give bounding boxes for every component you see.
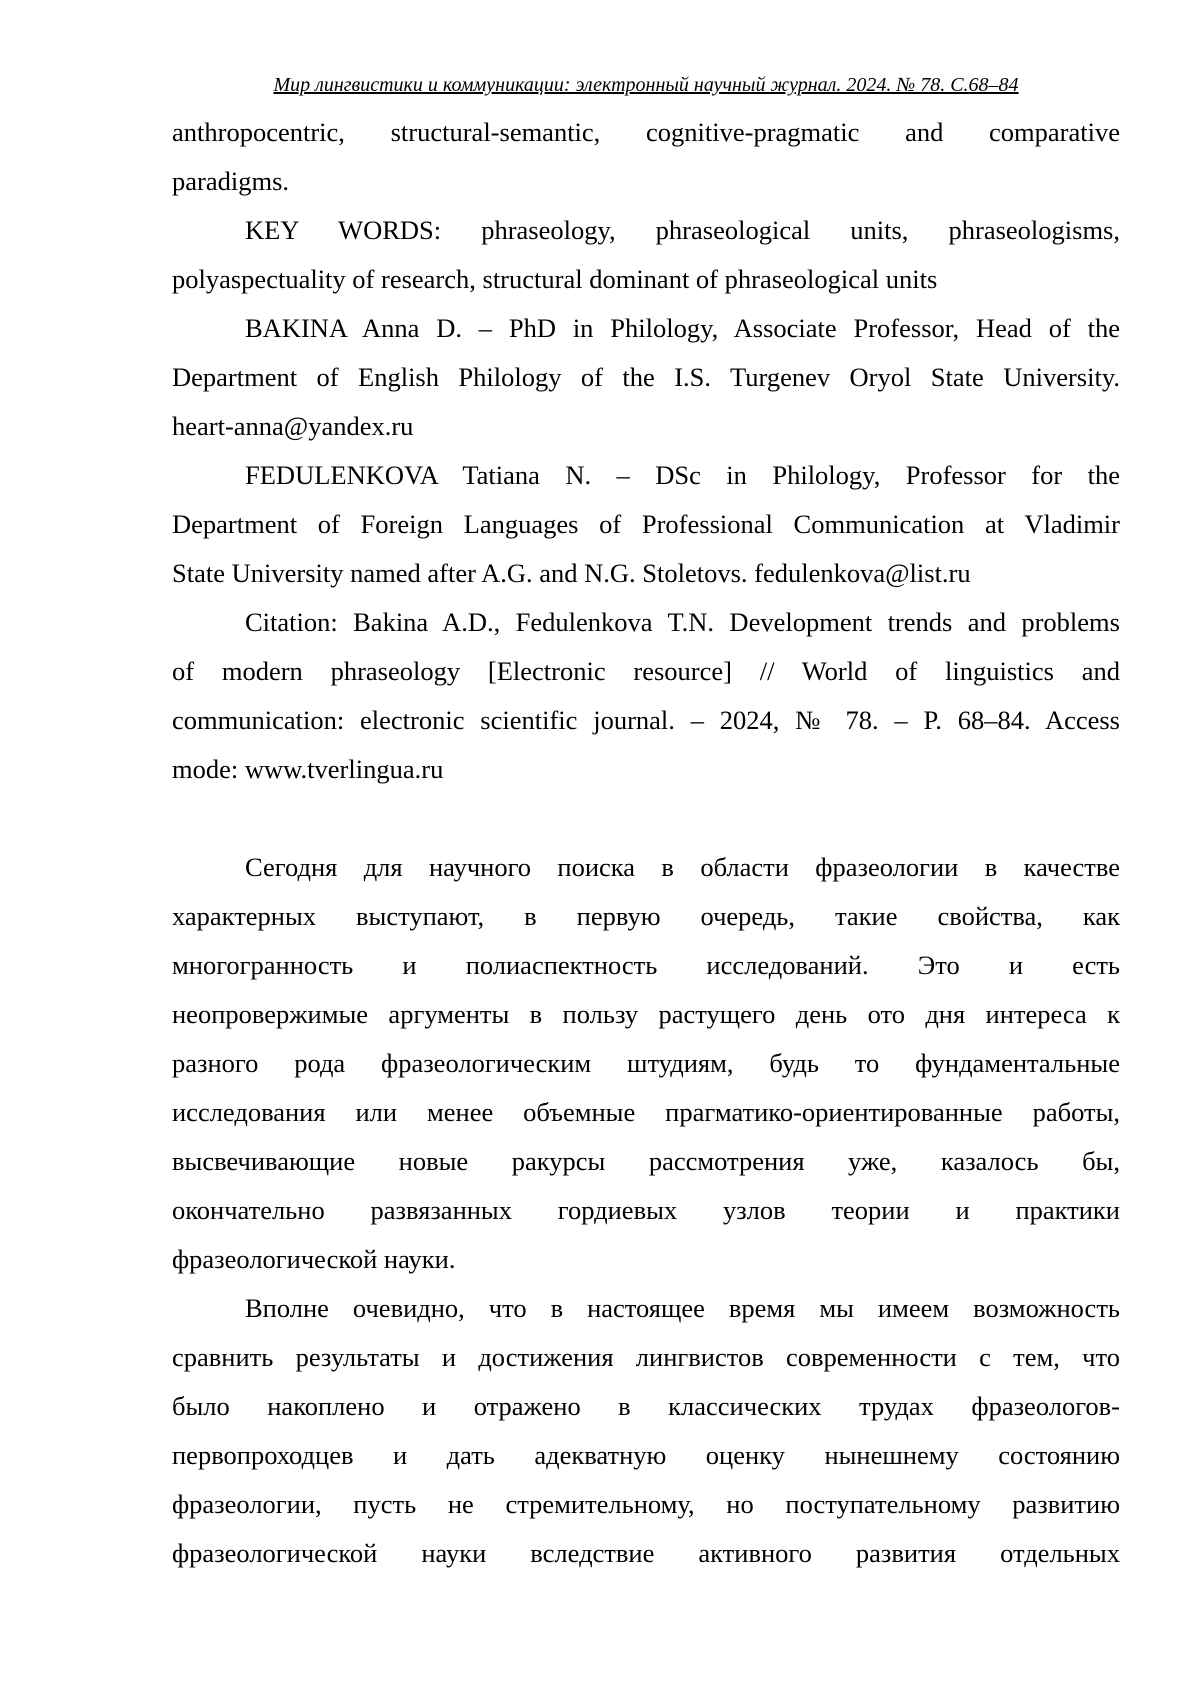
document-page (0, 0, 1200, 1697)
text-line: характерных выступают, в первую очередь, такие свойства, как (172, 892, 1120, 941)
abstract-ending (172, 108, 1120, 206)
text-line: mode: www.tverlingua.ru (172, 745, 1120, 794)
text-line: communication: electronic scientific journal. – 2024, № 78. – P. 68–84. Access (172, 696, 1120, 745)
text-line: неопровержимые аргументы в пользу растущего день ото дня интереса к (172, 990, 1120, 1039)
body-paragraph-2 (172, 1284, 1120, 1578)
body-paragraph-1 (172, 843, 1120, 1284)
paragraph-spacer (172, 794, 1120, 843)
text-line: polyaspectuality of research, structural dominant of phraseological units (172, 255, 1120, 304)
text-line: BAKINA Anna D. – PhD in Philology, Associate Professor, Head of the (172, 304, 1120, 353)
citation-paragraph (172, 598, 1120, 794)
author-email: heart-anna@yandex.ru (172, 402, 1120, 451)
text-line: окончательно развязанных гордиевых узлов теории и практики (172, 1186, 1120, 1235)
running-header: Мир лингвистики и коммуникации: электронный научный журнал. 2024. № 78. С.68–84 (172, 72, 1120, 98)
text-line: Department of English Philology of the I.S. Turgenev Oryol State University. (172, 353, 1120, 402)
text-line: первопроходцев и дать адекватную оценку нынешнему состоянию (172, 1431, 1120, 1480)
text-line: Citation: Bakina A.D., Fedulenkova T.N. Development trends and problems (172, 598, 1120, 647)
text-line: было накоплено и отражено в классических трудах фразеологов- (172, 1382, 1120, 1431)
keywords-paragraph (172, 206, 1120, 304)
text-line: фразеологической науки вследствие активного развития отдельных (172, 1529, 1120, 1578)
text-line: разного рода фразеологическим штудиям, будь то фундаментальные (172, 1039, 1120, 1088)
text-line: сравнить результаты и достижения лингвистов современности с тем, что (172, 1333, 1120, 1382)
text-line: State University named after A.G. and N.G. Stoletovs. fedulenkova@list.ru (172, 549, 1120, 598)
author-bakina-paragraph (172, 304, 1120, 451)
text-line: Вполне очевидно, что в настоящее время мы имеем возможность (172, 1284, 1120, 1333)
text-line: FEDULENKOVA Tatiana N. – DSc in Philology, Professor for the (172, 451, 1120, 500)
text-line: of modern phraseology [Electronic resource] // World of linguistics and (172, 647, 1120, 696)
author-fedulenkova-paragraph (172, 451, 1120, 598)
text-line: фразеологии, пусть не стремительному, но поступательному развитию (172, 1480, 1120, 1529)
text-line: фразеологической науки. (172, 1235, 1120, 1284)
text-line: anthropocentric, structural-semantic, cognitive-pragmatic and comparative (172, 108, 1120, 157)
text-line: KEY WORDS: phraseology, phraseological units, phraseologisms, (172, 206, 1120, 255)
text-line: высвечивающие новые ракурсы рассмотрения уже, казалось бы, (172, 1137, 1120, 1186)
text-line: исследования или менее объемные прагматико-ориентированные работы, (172, 1088, 1120, 1137)
text-line: Department of Foreign Languages of Professional Communication at Vladimir (172, 500, 1120, 549)
text-line: Сегодня для научного поиска в области фразеологии в качестве (172, 843, 1120, 892)
text-line: paradigms. (172, 157, 1120, 206)
body-text (172, 108, 1120, 1578)
text-line: многогранность и полиаспектность исследований. Это и есть (172, 941, 1120, 990)
